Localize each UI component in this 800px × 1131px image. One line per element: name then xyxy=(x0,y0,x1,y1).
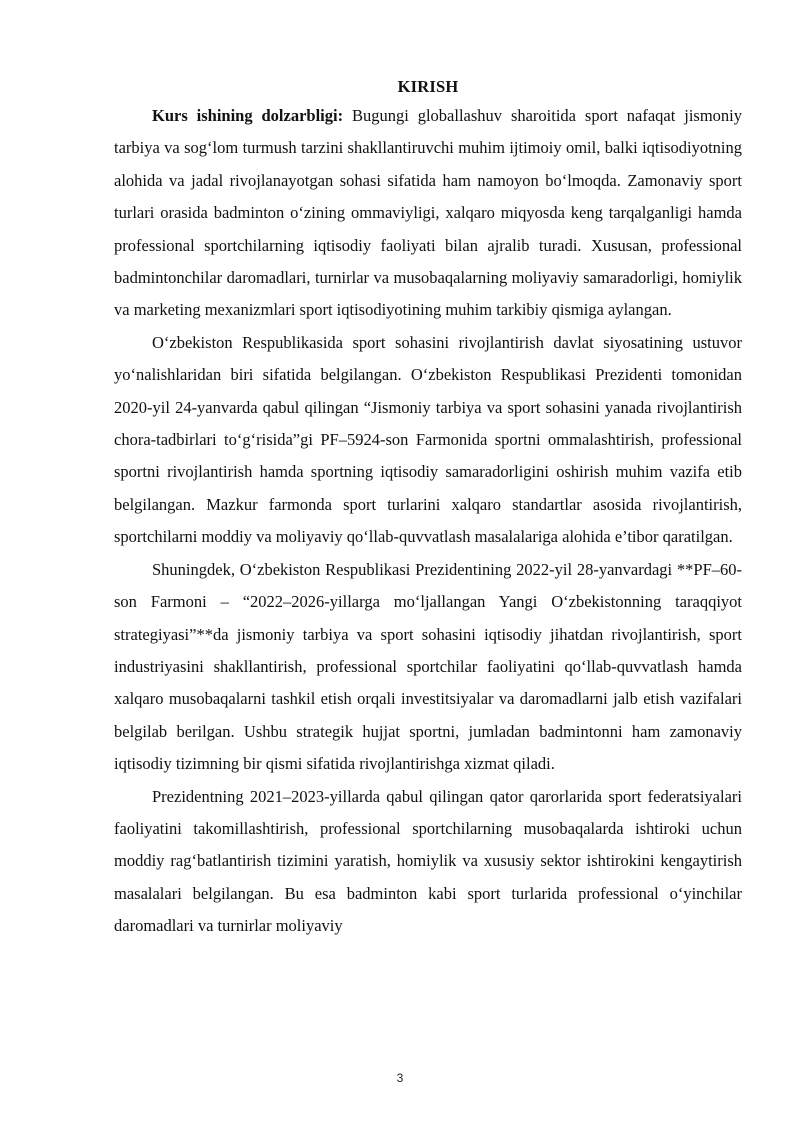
paragraph-1 xyxy=(114,100,742,327)
paragraph-text: Prezidentning 2021–2023-yillarda qabul qilingan qator qarorlarida sport federatsiyalari faoliyatini takomillashtirish, professional sportchilarning musobaqalarda ishtiroki uchun moddiy rag‘batlantirish tizimini yaratish, homiylik va xususiy sektor ishtirokini kengaytirish masalalari belgilangan. Bu esa badminton kabi sport turlarida professional o‘yinchilar daromadlari va turnirlar moliyaviy xyxy=(114,786,742,936)
page-content xyxy=(114,76,742,943)
paragraph-text: Bugungi globallashuv sharoitida sport nafaqat jismoniy tarbiya va sog‘lom turmush tarzini shakllantiruvchi muhim ijtimoiy omil, balki iqtisodiyotning alohida va jadal rivojlanayotgan sohasi sifatida ham namoyon bo‘lmoqda. Zamonaviy sport turlari orasida badminton o‘zining ommaviyligi, xalqaro miqyosda keng tarqalganligi hamda professional sportchilarning iqtisodiy faoliyati bilan ajralib turadi. Xususan, professional badmintonchilar daromadlari, turnirlar va musobaqalarning moliyaviy samaradorligi, homiylik va marketing mexanizmlari sport iqtisodiyotining muhim tarkibiy qismiga aylangan. xyxy=(114,106,742,320)
page-number: 3 xyxy=(396,1071,404,1085)
section-heading: KIRISH xyxy=(397,77,459,96)
paragraph-4 xyxy=(114,781,742,943)
paragraph-3 xyxy=(114,554,742,781)
paragraph-lead: Kurs ishining dolzarbligi: xyxy=(152,106,344,125)
paragraph-text: Shuningdek, O‘zbekiston Respublikasi Prezidentining 2022-yil 28-yanvardagi **PF–60-son Farmoni – “2022–2026-yillarga mo‘ljallangan Yangi O‘zbekistonning taraqqiyot strategiyasi”**da jismoniy tarbiya va sport sohasini iqtisodiy jihatdan rivojlantirish, sport industriyasini shakllantirish, professional sportchilar faoliyatini qo‘llab-quvvatlash hamda xalqaro musobaqalarni tashkil etish orqali investitsiyalar va daromadlarni jalb etish vazifalari belgilab berilgan. Ushbu strategik hujjat sportni, jumladan badmintonni ham zamonaviy iqtisodiy tizimning bir qismi sifatida rivojlantirishga xizmat qiladi. xyxy=(114,559,742,774)
paragraph-text: O‘zbekiston Respublikasida sport sohasini rivojlantirish davlat siyosatining ustuvor yo‘nalishlaridan biri sifatida belgilangan. O‘zbekiston Respublikasi Prezidenti tomonidan 2020-yil 24-yanvarda qabul qilingan “Jismoniy tarbiya va sport sohasini yanada rivojlantirish chora-tadbirlari to‘g‘risida”gi PF–5924-son Farmonida sportni ommalashtirish, professional sportni rivojlantirish hamda sportning iqtisodiy samaradorligini oshirish muhim vazifa etib belgilangan. Mazkur farmonda sport turlarini xalqaro standartlar asosida rivojlantirish, sportchilarni moddiy va moliyaviy qo‘llab-quvvatlash masalalariga alohida e’tibor qaratilgan. xyxy=(114,332,742,547)
paragraph-2 xyxy=(114,327,742,554)
